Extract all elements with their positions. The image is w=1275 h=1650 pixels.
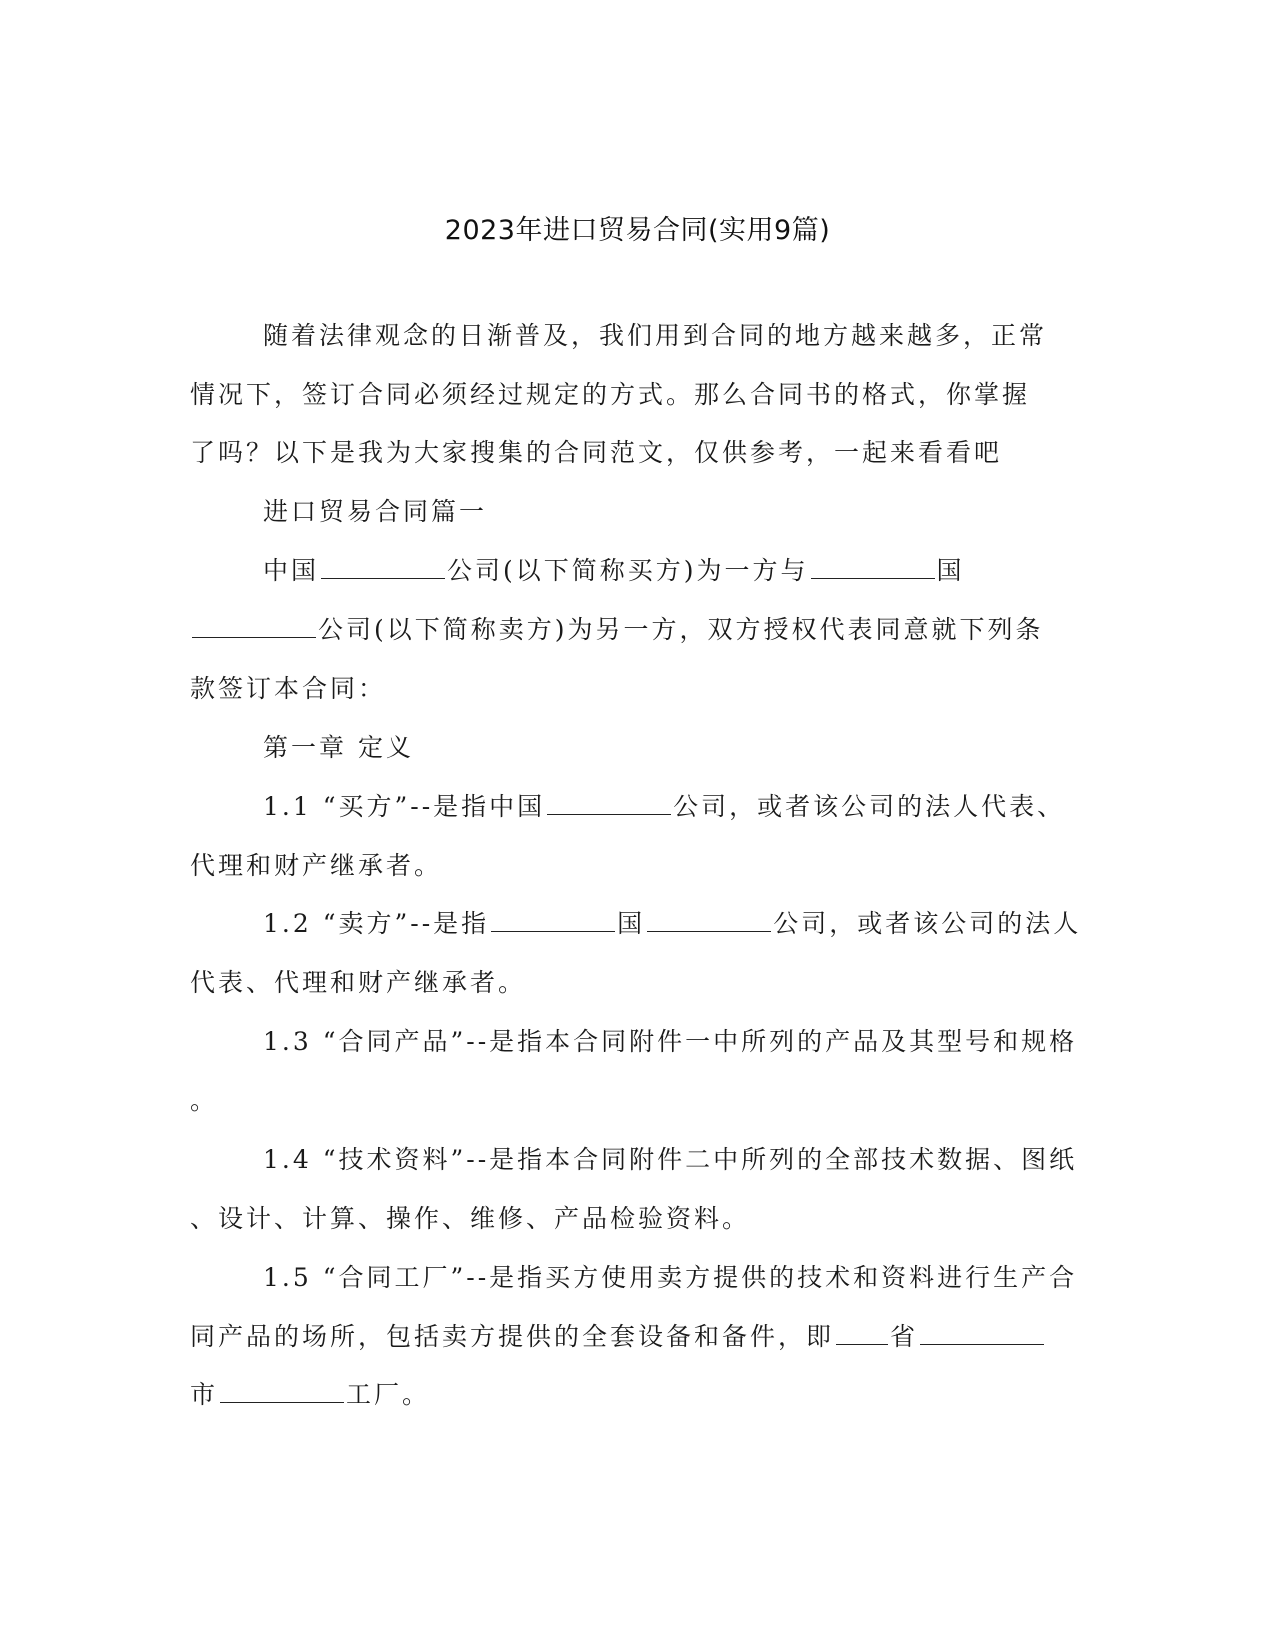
definition-1-1 (263, 789, 1080, 825)
blank-field (220, 1378, 344, 1403)
parties-line-3: 款签订本合同： (190, 674, 387, 703)
intro-line-1: 随着法律观念的日渐普及，我们用到合同的地方越来越多，正常 (263, 321, 1048, 350)
parties-line-2 (190, 612, 1080, 648)
parties-text-seller: 公司(以下简称卖方)为另一方，双方授权代表同意就下列条 (318, 615, 1044, 644)
def-text: 工厂。 (346, 1380, 431, 1409)
definition-1-3-cont: 。 (190, 1086, 219, 1115)
definition-1-2 (263, 906, 1080, 942)
parties-text-buyer: 公司(以下简称买方)为一方与 (447, 556, 809, 585)
definition-1-5-end (190, 1377, 1080, 1413)
section-heading: 进口贸易合同篇一 (263, 497, 488, 526)
def-text: 1.1 “买方”--是指中国 (263, 792, 546, 821)
parties-text-country: 国 (936, 556, 965, 585)
definition-1-1-cont: 代理和财产继承者。 (190, 851, 443, 880)
blank-field (647, 907, 771, 932)
def-text: 市 (190, 1380, 219, 1409)
blank-field (920, 1320, 1044, 1345)
parties-line-1 (263, 553, 1080, 589)
blank-field (321, 554, 445, 579)
document-title: 2023年进口贸易合同(实用9篇) (444, 215, 831, 246)
chapter-heading: 第一章 定义 (263, 733, 414, 762)
def-text: 国 (617, 909, 646, 938)
intro-line-2: 情况下，签订合同必须经过规定的方式。那么合同书的格式，你掌握 (190, 380, 1031, 409)
definition-1-3: 1.3 “合同产品”--是指本合同附件一中所列的产品及其型号和规格 (263, 1027, 1078, 1056)
def-text: 公司，或者该公司的法人 (773, 909, 1082, 938)
def-text: 省 (890, 1322, 919, 1351)
blank-field (811, 554, 935, 579)
definition-1-4: 1.4 “技术资料”--是指本合同附件二中所列的全部技术数据、图纸 (263, 1145, 1078, 1174)
definition-1-4-cont: 、设计、计算、操作、维修、产品检验资料。 (190, 1204, 751, 1233)
blank-field (836, 1320, 888, 1345)
definition-1-5-cont (190, 1319, 1080, 1355)
definition-1-5: 1.5 “合同工厂”--是指买方使用卖方提供的技术和资料进行生产合 (263, 1263, 1078, 1292)
blank-field (192, 613, 316, 638)
def-text: 1.2 “卖方”--是指 (263, 909, 490, 938)
def-text: 公司，或者该公司的法人代表、 (673, 792, 1066, 821)
def-text: 同产品的场所，包括卖方提供的全套设备和备件，即 (190, 1322, 835, 1351)
blank-field (491, 907, 615, 932)
blank-field (547, 790, 671, 815)
parties-text-china: 中国 (263, 556, 320, 585)
definition-1-2-cont: 代表、代理和财产继承者。 (190, 968, 527, 997)
intro-line-3: 了吗？以下是我为大家搜集的合同范文，仅供参考，一起来看看吧 (190, 438, 1003, 467)
